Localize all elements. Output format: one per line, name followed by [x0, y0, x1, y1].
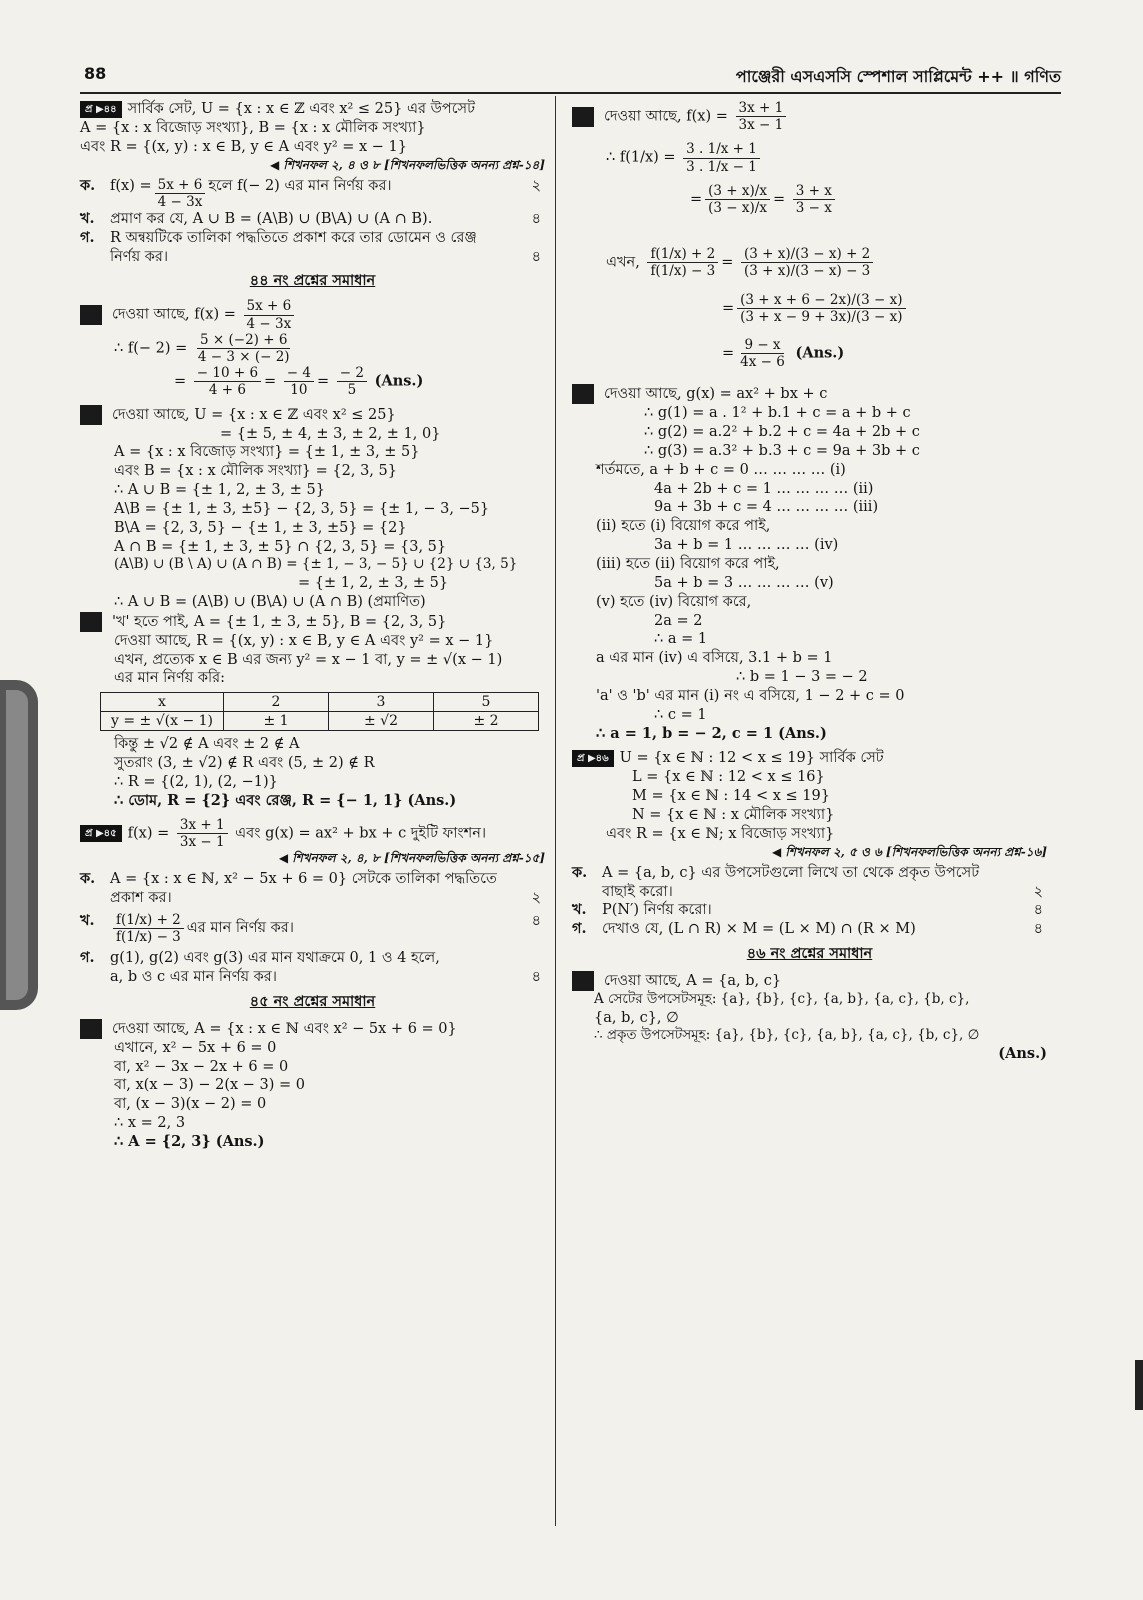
question-44-stem-line2: A = {x : x বিজোড় সংখ্যা}, B = {x : x মৌলিক সংখ্যা} — [80, 119, 426, 136]
table-row: x 2 3 5 — [101, 693, 539, 712]
marks: ৪ — [531, 248, 541, 265]
marks: ৪ — [531, 210, 541, 227]
part-marker-icon — [572, 107, 594, 127]
solution-45-ga: দেওয়া আছে, g(x) = ax² + bx + c ∴ g(1) = a . 1² + b.1 + c = a + b + c ∴ g(2) = a.2² + b.2 + c = 4a + 2b + c ∴ g(3) = a.3² + b.3 + c = 9a + 3b + c শর্তমতে, a + b + c = 0 … … … … (i) 4a + 2b + c = 1 … … … … (ii) 9a + 3b + c = 4 … … … … (iii) (ii) হতে (i) বিয়োগ করে পাই, 3a + b = 1 … … … … (iv) (iii) হতে (ii) বিয়োগ করে পাই, 5a + b = 3 … … … … (v) (v) হতে (iv) বিয়োগ করে, 2a = 2 ∴ a = 1 a এর মান (iv) এ বসিয়ে, 3.1 + b = 1 ∴ b = 1 − 3 = − 2 'a' ও 'b' এর মান (i) নং এ বসিয়ে, 1 − 2 + c = 0 ∴ c = 1 ∴ a = 1, b = − 2, c = 1 (Ans.) — [572, 384, 1047, 743]
part-marker-icon — [80, 612, 102, 632]
marks: ২ — [1033, 883, 1043, 900]
question-45-ga: গ. g(1), g(2) এবং g(3) এর মান যথাক্রমে 0, 1 ও 4 হলে, — [80, 949, 440, 967]
question-45-kha: খ. $\frac{f(1/x) + 2}{f(1/x) - 3}$ এর মান নির্ণয় কর। ৪ — [80, 911, 541, 945]
side-tab-inner — [6, 690, 28, 1000]
solution-45-ka: দেওয়া আছে, A = {x : x ∈ ℕ এবং x² − 5x + 6 = 0} এখানে, x² − 5x + 6 = 0 বা, x² − 3x − 2x + 6 = 0 বা, x(x − 3) − 2(x − 3) = 0 বা, (x − 3)(x − 2) = 0 ∴ x = 2, 3 ∴ A = {2, 3} (Ans.) — [80, 1019, 545, 1152]
solution-44-ga: 'খ' হতে পাই, A = {± 1, ± 3, ± 5}, B = {2, 3, 5} দেওয়া আছে, R = {(x, y) : x ∈ B, y ∈ A এবং y² = x − 1} এখন, প্রত্যেক x ∈ B এর জন্য y² = x − 1 বা, y = ± √(x − 1) এর মান নির্ণয় করি: x 2 3 5 y = ± √(x − 1) ± 1 ± √2 ± 2 কিন্তু ± √2 ∉ A এবং ± 2 ∉ A সুতরাং (3, ± √2) ∉ R এবং (5, ± 2) ∉ R ∴ R = {(2, 1), (2, −1)} ∴ ডোম, R = {2} এবং রেঞ্জ, R = {− 1, 1} (Ans.) — [80, 612, 545, 811]
solution-45-kha-l3: এখন, $\frac{f(1/x) + 2}{f(1/x) - 3}$ = $\frac{(3 + x)/(3 - x) + 2}{(3 + x)/(3 - x) - 3}$ — [572, 246, 1047, 279]
solution-46-ka: দেওয়া আছে, A = {a, b, c} A সেটের উপসেটসমূহ: {a}, {b}, {c}, {a, b}, {a, c}, {b, c}, {a, b, c}, ∅ ∴ প্রকৃত উপসেটসমূহ: {a}, {b}, {c}, {a, b}, {a, c}, {b, c}, ∅ (Ans.) — [572, 971, 1047, 1064]
question-45-ga-cont: a, b ও c এর মান নির্ণয় কর। ৪ — [110, 968, 541, 985]
question-tag: প্র ▶৪৪ — [80, 101, 122, 118]
solution-45-heading: ৪৫ নং প্রশ্নের সমাধান — [249, 992, 376, 1010]
solution-44-ka-step1: ∴ f(− 2) = $\frac{5 \times (-2) + 6}{4 - 3 \times (- 2)}$ — [114, 331, 290, 365]
question-46-ga: গ. দেখাও যে, (L ∩ R) × M = (L × M) ∩ (R × M) ৪ — [572, 920, 1043, 938]
marks: ৪ — [1033, 921, 1043, 938]
part-marker-icon — [80, 1019, 102, 1039]
page-number: 88 — [84, 64, 107, 83]
part-marker-icon — [572, 971, 594, 991]
question-44-stem-line3: এবং R = {(x, y) : x ∈ B, y ∈ A এবং y² = x − 1} — [80, 138, 408, 155]
question-44-ka: ক. f(x) = $\frac{5x + 6}{4 - 3x}$ হলে f(− 2) এর মান নির্ণয় কর। ২ — [80, 176, 541, 210]
solution-46-heading: ৪৬ নং প্রশ্নের সমাধান — [746, 945, 873, 963]
page-edge-mark — [1135, 1360, 1143, 1410]
right-column — [572, 100, 1047, 1064]
question-46-source: ◀ শিখনফল ২, ৫ ও ৬ [শিখনফলভিত্তিক অনন্য প্রশ্ন-১৬] — [771, 844, 1047, 859]
part-marker-icon — [80, 405, 102, 425]
question-tag: প্র ▶৪৬ — [572, 750, 614, 767]
page-header — [80, 62, 1061, 94]
question-45-ka-cont: প্রকাশ কর। ২ — [110, 889, 541, 906]
solution-44-ka-given: দেওয়া আছে, f(x) = $\frac{5x + 6}{4 - 3x}$ — [80, 298, 545, 331]
marks: ৪ — [1033, 902, 1043, 919]
column-divider — [555, 96, 556, 1526]
part-marker-icon — [572, 384, 594, 404]
solution-45-kha-given: দেওয়া আছে, f(x) = $\frac{3x + 1}{3x - 1}$ — [572, 100, 1047, 133]
question-46-stem: প্র ▶৪৬ U = {x ∈ ℕ : 12 < x ≤ 19} সার্বিক সেট L = {x ∈ ℕ : 12 < x ≤ 16} M = {x ∈ ℕ : 14 < x ≤ 19} N = {x ∈ ℕ : x মৌলিক সংখ্যা} এবং R = {x ∈ ℕ; x বিজোড় সংখ্যা} — [572, 749, 1047, 843]
solution-45-kha-l1: ∴ f(1/x) = $\frac{3 . 1/x + 1}{3 . 1/x - 1}$ — [572, 141, 1047, 174]
part-marker-icon — [80, 305, 102, 325]
value-table — [100, 692, 539, 731]
running-title: পাঞ্জেরী এসএসসি স্পেশাল সাপ্লিমেন্ট ++ ॥ গণিত — [735, 67, 1061, 86]
question-44-kha: খ. প্রমাণ কর যে, A ∪ B = (A\B) ∪ (B\A) ∪ (A ∩ B). ৪ — [80, 209, 541, 227]
question-45-ka: ক. A = {x : x ∈ ℕ, x² − 5x + 6 = 0} সেটকে তালিকা পদ্ধতিতে — [80, 869, 497, 887]
question-44-source: ◀ শিখনফল ২, ৪ ও ৮ [শিখনফলভিত্তিক অনন্য প্রশ্ন-১৪] — [269, 157, 545, 172]
marks: ৪ — [531, 968, 541, 985]
solution-44-heading: ৪৪ নং প্রশ্নের সমাধান — [249, 272, 376, 290]
question-45-stem: প্র ▶৪৫ f(x) = $\frac{3x + 1}{3x - 1}$ এবং g(x) = ax² + bx + c দুইটি ফাংশন। — [80, 817, 545, 850]
solution-45-kha-l2: = $\frac{(3 + x)/x}{(3 - x)/x}$ = $\frac{3 + x}{3 - x}$ — [572, 183, 1047, 216]
solution-44-ka-step2: = $\frac{- 10 + 6}{4 + 6}$ = $\frac{- 4}{10}$ = $\frac{- 2}{5}$ (Ans.) — [174, 365, 424, 399]
question-44-ga: গ. R অন্বয়টিকে তালিকা পদ্ধতিতে প্রকাশ করে তার ডোমেন ও রেঞ্জ — [80, 228, 477, 246]
marks: ২ — [531, 177, 541, 194]
question-46-kha: খ. P(N′) নির্ণয় করো। ৪ — [572, 901, 1043, 919]
question-45-source: ◀ শিখনফল ২, ৪, ৮ [শিখনফলভিত্তিক অনন্য প্রশ্ন-১৫] — [278, 850, 545, 865]
question-46-ka-cont: বাছাই করো। ২ — [602, 883, 1043, 900]
left-column — [80, 100, 545, 1152]
solution-45-kha-l4: = $\frac{(3 + x + 6 - 2x)/(3 - x)}{(3 + x - 9 + 3x)/(3 - x)}$ — [572, 292, 1047, 325]
question-tag: প্র ▶৪৫ — [80, 825, 122, 842]
solution-45-kha-l5: = $\frac{9 - x}{4x - 6}$ (Ans.) — [722, 336, 845, 371]
question-44-ga-cont: নির্ণয় কর। ৪ — [110, 248, 541, 265]
solution-44-kha: দেওয়া আছে, U = {x : x ∈ ℤ এবং x² ≤ 25} = {± 5, ± 4, ± 3, ± 2, ± 1, 0} A = {x : x বিজোড় সংখ্যা} = {± 1, ± 3, ± 5} এবং B = {x : x মৌলিক সংখ্যা} = {2, 3, 5} ∴ A ∪ B = {± 1, 2, ± 3, ± 5} A\B = {± 1, ± 3, ±5} − {2, 3, 5} = {± 1, − 3, −5} B\A = {2, 3, 5} − {± 1, ± 3, ±5} = {2} A ∩ B = {± 1, ± 3, ± 5} ∩ {2, 3, 5} = {3, 5} (A\B) ∪ (B \ A) ∪ (A ∩ B) = {± 1, − 3, − 5} ∪ {2} ∪ {3, 5} = {± 1, 2, ± 3, ± 5} ∴ A ∪ B = (A\B) ∪ (B\A) ∪ (A ∩ B) (প্রমাণিত) — [80, 405, 545, 612]
fraction: $\frac{5x + 6}{4 - 3x}$ — [155, 177, 206, 210]
marks: ২ — [531, 889, 541, 906]
question-44-stem-line1: প্র ▶৪৪ সার্বিক সেট, U = {x : x ∈ ℤ এবং x² ≤ 25} এর উপসেট — [80, 100, 545, 119]
marks: ৪ — [531, 912, 541, 929]
table-row: y = ± √(x − 1) ± 1 ± √2 ± 2 — [101, 712, 539, 731]
question-46-ka: ক. A = {a, b, c} এর উপসেটগুলো লিখে তা থেকে প্রকৃত উপসেট — [572, 863, 980, 881]
